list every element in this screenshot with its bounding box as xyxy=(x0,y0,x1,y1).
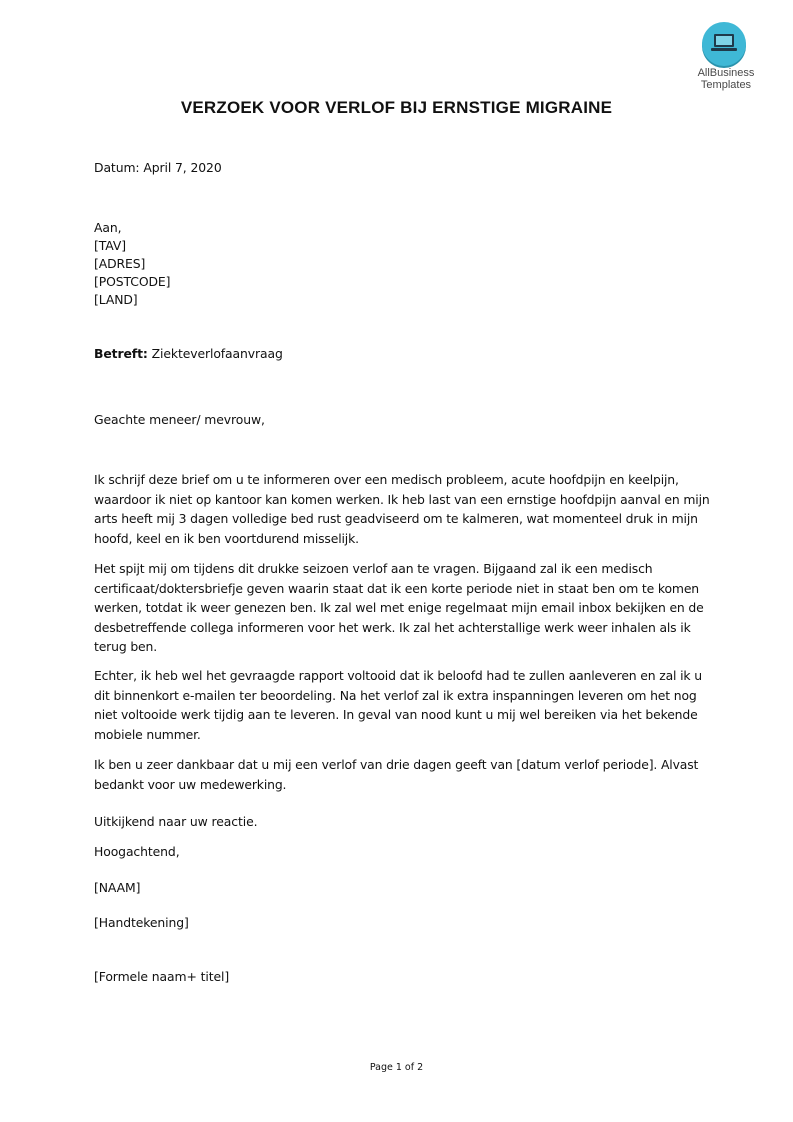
salutation: Geachte meneer/ mevrouw, xyxy=(94,412,265,427)
subject-label: Betreft: xyxy=(94,346,148,361)
date-line xyxy=(94,159,222,177)
paragraph-line: waardoor ik niet op kantoor kan komen werken. Ik heb last van een ernstige hoofdpijn aanval en mijn xyxy=(94,491,710,507)
laptop-icon xyxy=(702,22,746,66)
paragraph-line: arts heeft mij 3 dagen volledige bed rust geadviseerd om te kalmeren, wat momenteel druk in mijn xyxy=(94,511,698,526)
date-value: April 7, 2020 xyxy=(143,160,222,175)
paragraph-line: niet voltooide werk tijdig aan te leveren. In geval van nood kunt u mij wel bereiken via het bekende xyxy=(94,707,698,722)
date-label: Datum: xyxy=(94,160,140,175)
paragraph-line: werken, totdat ik weer genezen ben. Ik zal wel met enige regelmaat mijn email inbox bekijken en de xyxy=(94,600,704,615)
formal-name-title: [Formele naam+ titel] xyxy=(94,969,230,984)
body-paragraph-3 xyxy=(94,666,714,744)
paragraph-line: Het spijt mij om tijdens dit drukke seizoen verlof aan te vragen. Bijgaand zal ik een medisch xyxy=(94,561,653,576)
document-title: VERZOEK VOOR VERLOF BIJ ERNSTIGE MIGRAINE xyxy=(180,98,613,117)
signature-placeholder: [Handtekening] xyxy=(94,915,189,930)
paragraph-line: Ik schrijf deze brief om u te informeren over een medisch probleem, acute hoofdpijn en keelpijn, xyxy=(94,472,679,487)
closing-line: Uitkijkend naar uw reactie. xyxy=(94,814,258,829)
closing-regards: Hoogachtend, xyxy=(94,844,180,859)
brand-logo xyxy=(688,20,764,95)
paragraph-line: Ik ben u zeer dankbaar dat u mij een verlof van drie dagen geeft van [datum verlof periode]. Alvast xyxy=(94,757,699,772)
page-number: Page 1 of 2 xyxy=(369,1062,424,1073)
paragraph-line: dit binnenkort e-mailen ter beoordeling. Na het verlof zal ik extra inspanningen leveren om het nog xyxy=(94,687,697,703)
logo-text xyxy=(688,67,764,91)
body-paragraph-2 xyxy=(94,559,714,657)
recipient-postcode: [POSTCODE] xyxy=(94,274,171,289)
sender-name: [NAAM] xyxy=(94,880,141,895)
logo-line-2: Templates xyxy=(700,79,752,91)
recipient-to: Aan, xyxy=(94,220,122,235)
subject-value: Ziekteverlofaanvraag xyxy=(151,346,283,361)
paragraph-line: desbetreffende collega informeren voor het werk. Ik zal het achterstallige werk weer inhalen als ik xyxy=(94,619,691,635)
body-paragraph-1 xyxy=(94,470,714,548)
paragraph-line: Echter, ik heb wel het gevraagde rapport voltooid dat ik beloofd had te zullen aanleveren en zal ik u xyxy=(94,668,702,683)
logo-line-1: AllBusiness xyxy=(697,67,755,79)
recipient-country: [LAND] xyxy=(94,292,138,307)
recipient-attention: [TAV] xyxy=(94,238,126,253)
paragraph-line: terug ben. xyxy=(94,639,158,654)
paragraph-line: bedankt voor uw medewerking. xyxy=(94,776,287,792)
paragraph-line: mobiele nummer. xyxy=(94,726,201,742)
paragraph-line: certificaat/doktersbriefje geven waarin staat dat ik een korte periode niet in staat ben om te komen xyxy=(94,580,699,596)
subject-line xyxy=(94,345,283,363)
body-paragraph-4 xyxy=(94,755,714,794)
recipient-address: [ADRES] xyxy=(94,256,146,271)
paragraph-line: hoofd, keel en ik ben voortdurend misselijk. xyxy=(94,530,359,546)
